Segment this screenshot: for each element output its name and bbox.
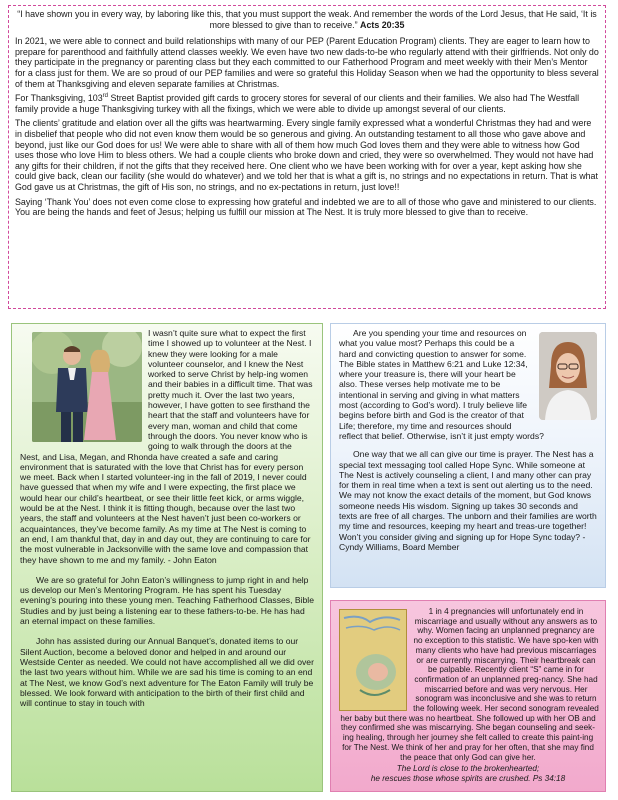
- john-eaton-testimony: I wasn’t quite sure what to expect the first time I showed up to volunteer at the Nest. I knew they were looking for a male volunteer counselor, and I knew the Nest worked to serve Christ by help-ing women and their babies in a difficult time. That was pretty much it. Over the last two years, however, I have gotten to see firsthand the heart that the staff and volunteers have for every man, woman and child that come through the doors. You never know who is going to walk through the doors at the Nest, and Lisa, Megan, and Rhonda have created a safe and caring environment that is saturated with the love that Christ has for every person we meet. Back when I started volunteer-ing in the fall of 2019, I never could have guessed that when my wife and I were expecting, the first place we would hear our child’s heartbeat, or see their little feet kick, or arms wiggle, would be at the Nest. I think it is fitting though, because over the last two years, the staff and volunteers at the Nest haven’t just been co-workers or acquaintances, they’ve become family. As my time at The Nest is coming to an end, I am thankful that, day in and day out, they are continuing to care for the most vulnerable in Jacksonville with the same love and compassion that they have shown to me and my family. - John Eaton: [20, 328, 313, 565]
- couple-photo: [32, 332, 142, 442]
- thanksgiving-text-b: Street Baptist provided gift cards to grocery stores for several of our clients and their families. We also had The Westfall family provide a huge Thanksgiving turkey with all the fixings, which we were able to divide up amongst several of our clients.: [15, 93, 580, 114]
- miscarriage-panel: [330, 600, 606, 792]
- miscarriage-story: 1 in 4 pregnancies will unfortunately end in miscarriage and usually without any answers as to why. Women facing an unplanned pregnancy are no exception to this statistic. We have spo-ken with many clients who have had previous miscarriages or are currently miscarrying. Their heartbreak can be palpable. Recently client “S” came in for confirmation of an unplanned preg-nancy. She had miscarried before and was very nervous. Her sonogram was inconclusive and she was to return the following week. Her second sonogram revealed her baby but there was no heartbeat. She followed up with her OB and they confirmed she was miscarrying. She began counseling and seek-ing healing, through her journey she felt called to create this paint-ing for The Nest. We think of her and pray for her often, that she may find the peace that only God can give her.: [340, 607, 599, 762]
- treasure-paragraph: Are you spending your time and resources on what you value most? Perhaps this could be a hard and convicting question to answer for some. The Bible states in Matthew 6:21 and Luke 12:34, where your treasure is, there will your heart be also. These verses help motivate me to be intentional in serving and giving in what matters most (according to God’s word). I truly believe life begins before birth and God is the creator of that Life; therefore, my time and resources should reflect that belief. Otherwise, isn’t it just empty words?: [339, 328, 544, 441]
- opening-verse: [15, 9, 599, 30]
- verse-reference: Acts 20:35: [360, 19, 405, 30]
- ordinal-suffix: rd: [102, 93, 108, 100]
- intro-section: [8, 5, 606, 309]
- gratitude-paragraph: The clients’ gratitude and elation over all the gifts was heartwarming. Every single family expressed what a wonderful Christmas they had and were in disbelief that people who did not even know them would be so generous and giving. An outstanding testament to all those who gave above and beyond, just like our God does for us! We were able to share with all of them how much God loves them and they were able to witness how God uses those who love Him to bless others. We had a couple clients who broke down and cried, they were so overwhelmed. They would not have had any gifts for their children, if not the gifts that they received here. One client who we have been working with for over a year, kept asking how she could give back, clean our facility (she would do whatever) and we told her that is what a gift is, no strings and no expectations in return. That is what God gave us at Christmas, the gift of His son, no strings, and no ex-pectations in return, just love!!: [15, 118, 598, 192]
- hope-sync-paragraph: One way that we all can give our time is prayer. The Nest has a special text messaging tool called Hope Sync. While someone at The Nest is actively counseling a client, I and many other can pray for them in real time when a text is sent out alerting us to the need. We may not know the exact details of the moment, but God knows someone needs His wisdom. Signing up takes 30 seconds and texts are free of all charges. The unborn and their families are worth my time and resources, keeping my heart and treas-ure together! Won’t you consider giving and signing up for Hope Sync today? - Cyndy Williams, Board Member: [339, 449, 597, 552]
- john-eaton-panel: [11, 323, 323, 792]
- scripture-quote: [337, 764, 599, 783]
- thank-you-paragraph: Saying ‘Thank You’ does not even come close to expressing how grateful and indebted we are to all of those who gave and ministered to our clients. You are being the hands and feet of Jesus; helping us fulfill our mission at The Nest. It is truly more blessed to give than to receive.: [15, 196, 597, 218]
- pep-paragraph: In 2021, we were able to connect and build relationships with many of our PEP (Parent Education Program) clients. They are eager to learn how to prepare for parenthood and faithfully attend classes weekly. We even have two new dads-to-be who regularly attend with their girlfriends. Not only do they participate in the pregnancy or parenting class but they each committed to our Fatherhood Program and meet weekly with their Men’s Mentor for a class just for them. We are so proud of our PEP families and were so grateful this Holiday Season when we had the opportunity to bless several of them at Thanksgiving and eleven separate families at Christmas.: [15, 36, 599, 89]
- grateful-paragraph: We are so grateful for John Eaton’s willingness to jump right in and help us develop our Men’s Mentoring Program. He has spent his Tuesday evening’s pouring into these young men. Teaching Fatherhood Classes, Bible Studies and by just being a listening ear to these fathers-to-be. He has had an eternal impact on these families.: [20, 574, 314, 627]
- assisted-paragraph: John has assisted during our Annual Banquet’s, donated items to our Silent Auction, become a beloved donor and helped in and around our Westside Center as needed. We could not have accomplished all we did over the last two years without him. While we are sad his time is coming to an end at The Nest, we know God’s next adventure for The Eaton Family will truly be blessed. We look forward with anticipation to the birth of their first child and will continue to stay in touch with: [20, 636, 314, 709]
- thanksgiving-text-a: For Thanksgiving, 103: [15, 93, 103, 104]
- scripture-line-1: The Lord is close to the brokenhearted;: [396, 764, 540, 774]
- painting-image: [339, 609, 407, 711]
- scripture-line-2: he rescues those whose spirits are crushed. Ps 34:18: [370, 773, 566, 783]
- cyndy-photo: [539, 332, 597, 420]
- verse-text: “I have shown you in every way, by laboring like this, that you must support the weak. And remember the words of the Lord Jesus, that He said, ‘It is more blessed to give than to receive.”: [17, 9, 597, 30]
- thanksgiving-paragraph: [15, 93, 599, 114]
- cyndy-williams-panel: [330, 323, 606, 588]
